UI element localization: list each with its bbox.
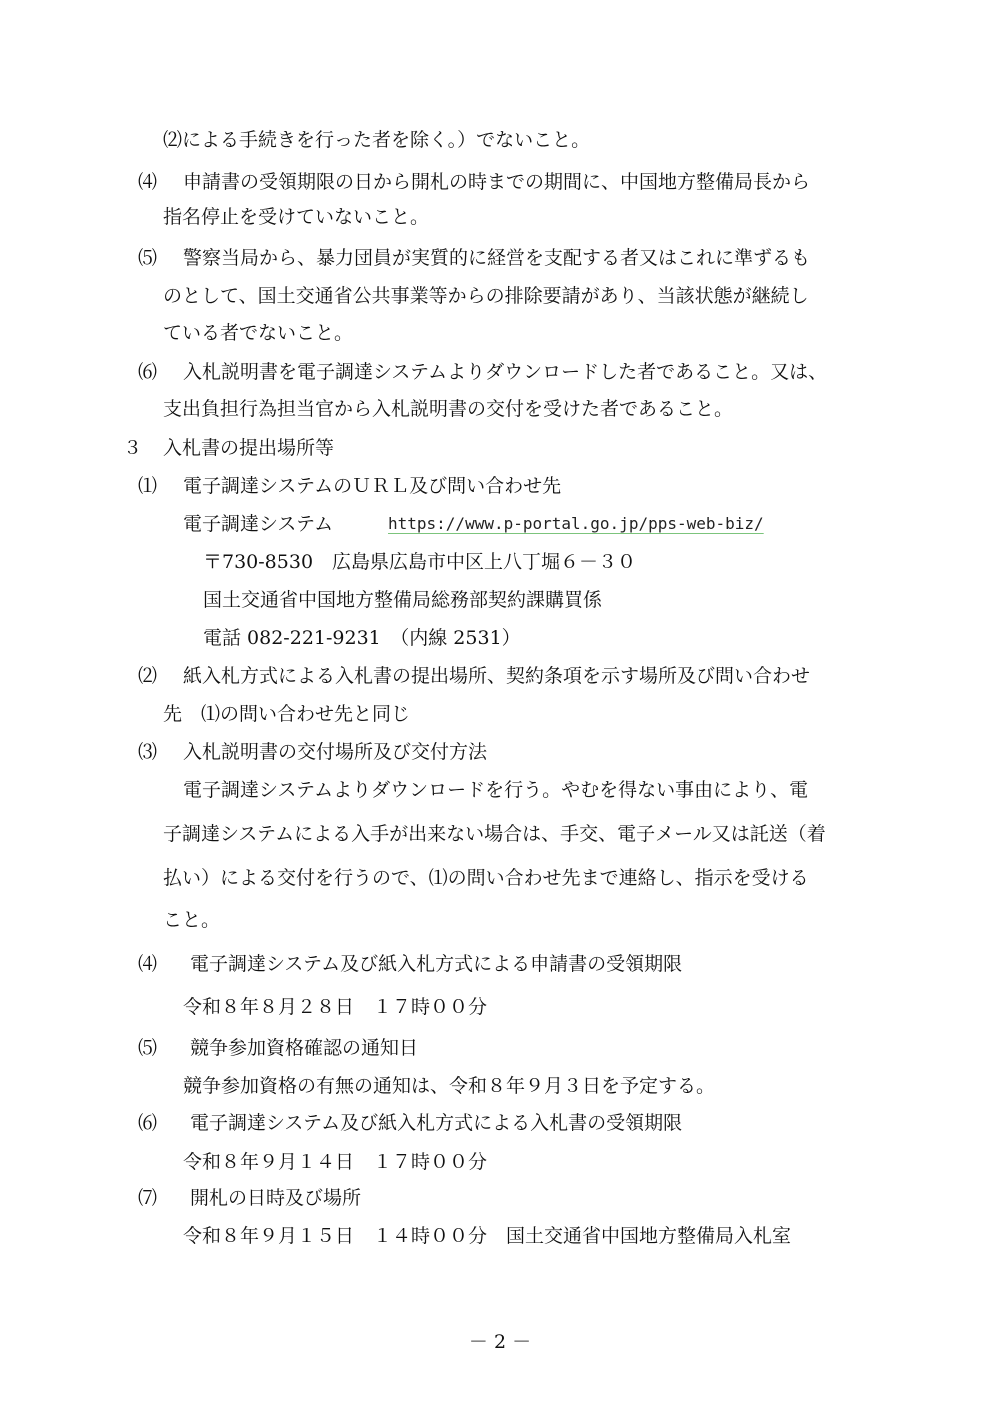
item-number: ⑷	[138, 953, 158, 975]
text-line: 紙入札方式による入札書の提出場所、契約条項を示す場所及び問い合わせ	[183, 665, 811, 687]
item-number: ⑸	[138, 1037, 158, 1059]
section-heading: 入札書の提出場所等	[163, 437, 335, 459]
text-line: 電子調達システムのＵＲＬ及び問い合わせ先	[183, 475, 562, 497]
text-line: 子調達システムによる入手が出来ない場合は、手交、電子メール又は託送（着	[163, 823, 826, 845]
text-line: ている者でないこと。	[163, 322, 354, 344]
text-line: 令和８年９月１５日 １４時００分 国土交通省中国地方整備局入札室	[183, 1225, 792, 1247]
text-line: 先 ⑴の問い合わせ先と同じ	[163, 703, 411, 725]
text-line: 令和８年８月２８日 １７時００分	[183, 996, 488, 1018]
text-line: 支出負担行為担当官から入札説明書の交付を受けた者であること。	[163, 398, 734, 420]
text-line: 申請書の受領期限の日から開札の時までの期間に、中国地方整備局長から	[183, 171, 811, 193]
text-line: 指名停止を受けていないこと。	[163, 206, 430, 228]
item-number: ⑶	[138, 741, 158, 763]
text-line: 競争参加資格確認の通知日	[190, 1037, 419, 1059]
text-line: 払い）による交付を行うので、⑴の問い合わせ先まで連絡し、指示を受ける	[163, 867, 809, 889]
item-number: ⑵	[138, 665, 158, 687]
text-line: 令和８年９月１４日 １７時００分	[183, 1151, 488, 1173]
item-number: ⑹	[138, 1112, 158, 1134]
text-line: 警察当局から、暴力団員が実質的に経営を支配する者又はこれに準ずるも	[183, 247, 811, 269]
text-line: 電子調達システム及び紙入札方式による申請書の受領期限	[190, 953, 683, 975]
section-number: ３	[123, 437, 143, 459]
text-line: 電子調達システムよりダウンロードを行う。やむを得ない事由により、電	[183, 779, 809, 801]
text-line: 電話 082-221-9231 （内線 2531）	[203, 627, 521, 649]
text-line: 入札説明書の交付場所及び交付方法	[183, 741, 488, 763]
item-number: ⑸	[138, 247, 158, 269]
text-line: のとして、国土交通省公共事業等からの排除要請があり、当該状態が継続し	[163, 285, 809, 307]
page-number: － 2 －	[468, 1331, 532, 1353]
text-line: 電子調達システム及び紙入札方式による入札書の受領期限	[190, 1112, 683, 1134]
text-line: こと。	[163, 909, 221, 931]
text-line: ⑵による手続きを行った者を除く。）でないこと。	[163, 129, 591, 151]
item-number: ⑺	[138, 1187, 158, 1209]
portal-url-link[interactable]: https://www.p-portal.go.jp/pps-web-biz/	[388, 514, 764, 533]
text-line: 開札の日時及び場所	[190, 1187, 362, 1209]
item-number: ⑴	[138, 475, 158, 497]
text-line: 競争参加資格の有無の通知は、令和８年９月３日を予定する。	[183, 1075, 716, 1097]
text-line: 入札説明書を電子調達システムよりダウンロードした者であること。又は、	[183, 361, 828, 383]
item-number: ⑹	[138, 361, 158, 383]
text-line: 国土交通省中国地方整備局総務部契約課購買係	[203, 589, 603, 611]
item-number: ⑷	[138, 171, 158, 193]
text-line: 〒730-8530 広島県広島市中区上八丁堀６－３０	[203, 551, 637, 573]
text-line: 電子調達システム	[183, 513, 334, 535]
